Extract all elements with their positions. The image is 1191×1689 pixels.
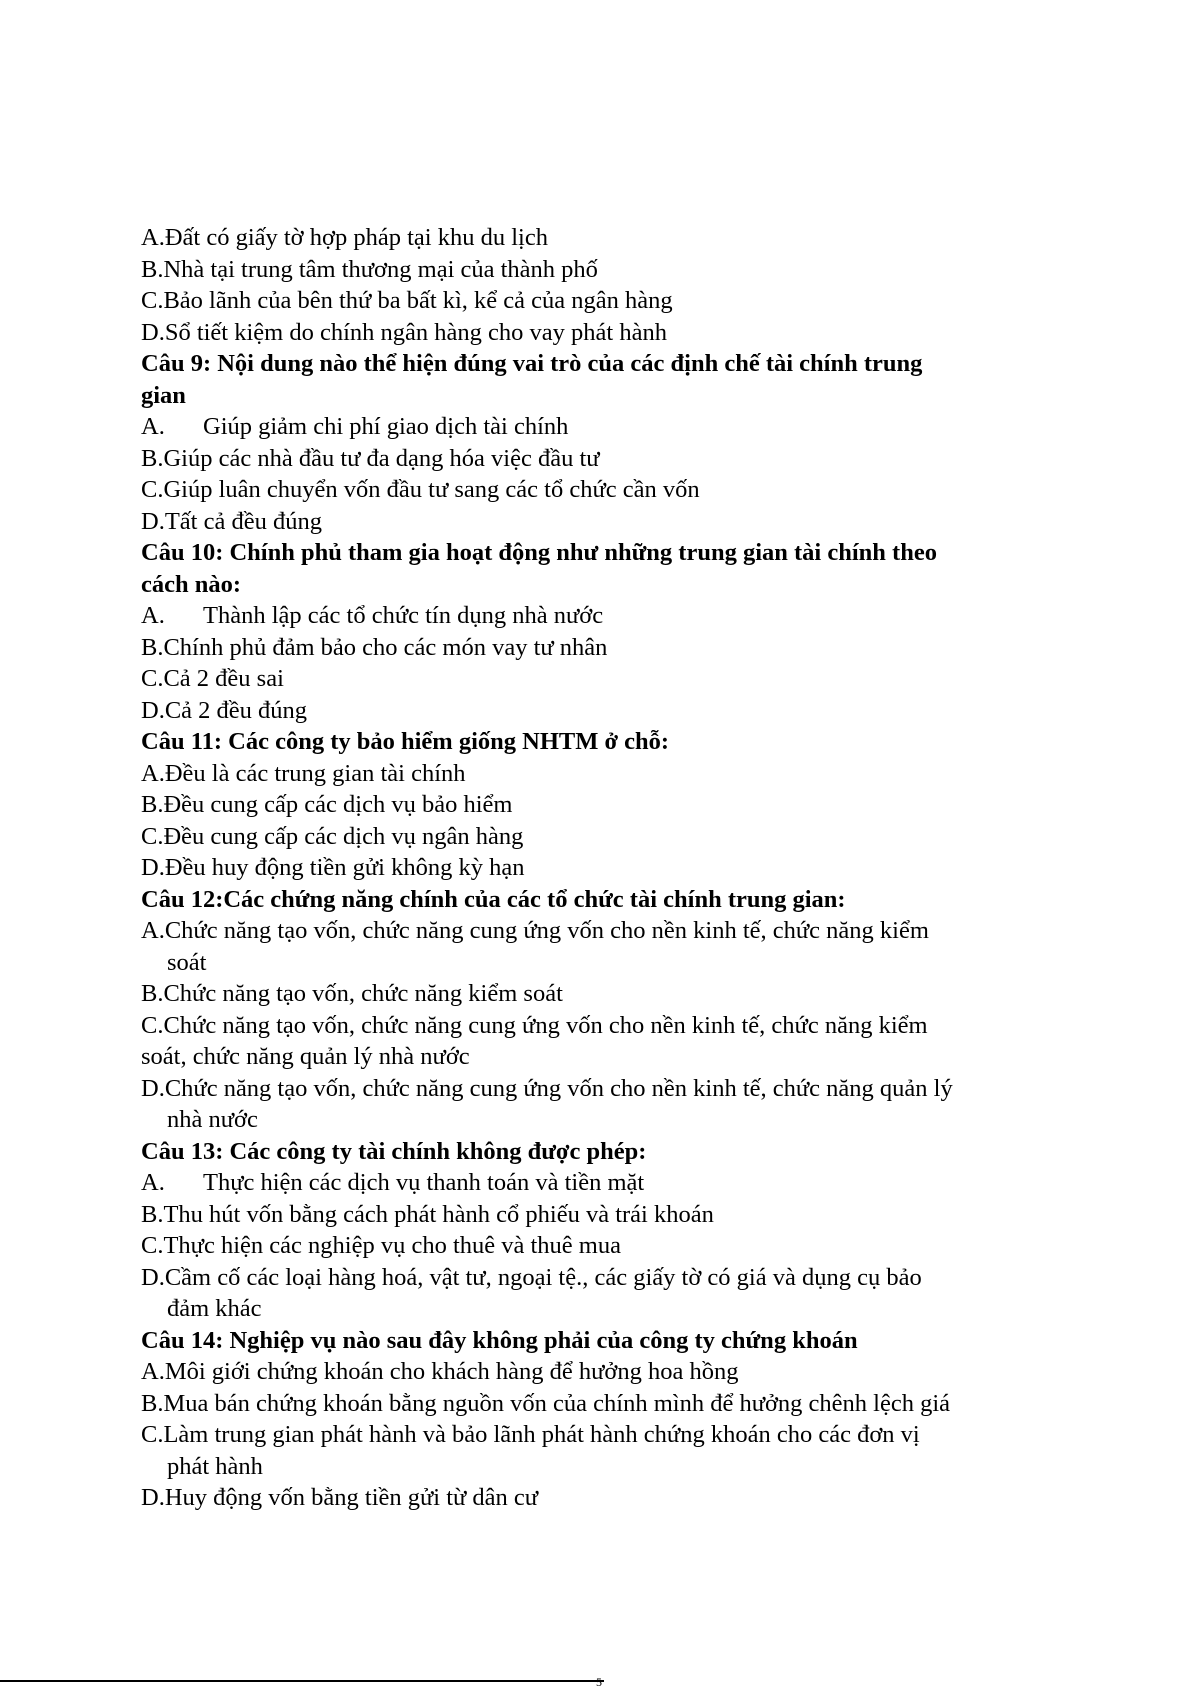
option-text: Thực hiện các dịch vụ thanh toán và tiền mặt bbox=[203, 1169, 645, 1196]
question-11-option-a: A.Đều là các trung gian tài chính bbox=[141, 759, 466, 787]
question-11-title: Câu 11: Các công ty bảo hiểm giống NHTM ở chỗ: bbox=[141, 728, 670, 755]
question-10-title-cont: cách nào: bbox=[141, 570, 242, 598]
option-text: Giúp giảm chi phí giao dịch tài chính bbox=[203, 413, 569, 440]
option-d: D.Sổ tiết kiệm do chính ngân hàng cho vay phát hành bbox=[141, 318, 667, 346]
question-13-option-d-cont: đảm khác bbox=[167, 1295, 262, 1322]
question-10-title: Câu 10: Chính phủ tham gia hoạt động như những trung gian tài chính theo bbox=[141, 539, 937, 566]
question-9-option-d: D.Tất cả đều đúng bbox=[141, 507, 322, 535]
question-9-option-c: C.Giúp luân chuyển vốn đầu tư sang các tổ chức cần vốn bbox=[141, 476, 700, 503]
question-12-option-a: A.Chức năng tạo vốn, chức năng cung ứng vốn cho nền kinh tế, chức năng kiểm bbox=[141, 917, 929, 944]
question-14-option-d: D.Huy động vốn bằng tiền gửi từ dân cư bbox=[141, 1484, 539, 1511]
question-9-option-a bbox=[141, 411, 1061, 443]
question-12-option-a-cont: soát bbox=[167, 948, 207, 976]
question-10-option-b: B.Chính phủ đảm bảo cho các món vay tư nhân bbox=[141, 633, 608, 661]
question-11-option-c: C.Đều cung cấp các dịch vụ ngân hàng bbox=[141, 822, 524, 850]
question-10-option-d: D.Cả 2 đều đúng bbox=[141, 696, 308, 724]
option-letter: A. bbox=[141, 602, 165, 629]
question-9-title: Câu 9: Nội dung nào thể hiện đúng vai trò của các định chế tài chính trung bbox=[141, 350, 923, 377]
question-9-option-b: B.Giúp các nhà đầu tư đa dạng hóa việc đầu tư bbox=[141, 444, 600, 472]
option-c: C.Bảo lãnh của bên thứ ba bất kì, kể cả của ngân hàng bbox=[141, 287, 673, 314]
option-letter: A. bbox=[141, 1169, 165, 1196]
question-12-option-c-cont: soát, chức năng quản lý nhà nước bbox=[141, 1043, 470, 1070]
footer-rule bbox=[0, 1680, 604, 1682]
option-letter: A. bbox=[141, 413, 165, 440]
question-10-option-a bbox=[141, 600, 1061, 632]
option-b: B.Nhà tại trung tâm thương mại của thành phố bbox=[141, 255, 598, 283]
question-14-option-c-cont: phát hành bbox=[167, 1452, 263, 1480]
question-13-option-c: C.Thực hiện các nghiệp vụ cho thuê và thuê mua bbox=[141, 1232, 621, 1259]
question-12-option-c: C.Chức năng tạo vốn, chức năng cung ứng vốn cho nền kinh tế, chức năng kiểm bbox=[141, 1011, 928, 1039]
question-10-option-c: C.Cả 2 đều sai bbox=[141, 665, 284, 692]
option-a: A.Đất có giấy tờ hợp pháp tại khu du lịch bbox=[141, 224, 548, 251]
question-12-title: Câu 12:Các chứng năng chính của các tổ chức tài chính trung gian: bbox=[141, 885, 846, 913]
question-14-option-c: C.Làm trung gian phát hành và bảo lãnh phát hành chứng khoán cho các đơn vị bbox=[141, 1421, 920, 1448]
question-14-title: Câu 14: Nghiệp vụ nào sau đây không phải của công ty chứng khoán bbox=[141, 1326, 858, 1354]
question-12-option-d: D.Chức năng tạo vốn, chức năng cung ứng vốn cho nền kinh tế, chức năng quản lý bbox=[141, 1074, 953, 1102]
question-13-option-d: D.Cầm cố các loại hàng hoá, vật tư, ngoại tệ., các giấy tờ có giá và dụng cụ bảo bbox=[141, 1263, 922, 1291]
question-12-option-b: B.Chức năng tạo vốn, chức năng kiểm soát bbox=[141, 980, 563, 1007]
question-9-title-cont: gian bbox=[141, 381, 186, 409]
question-13-option-b: B.Thu hút vốn bằng cách phát hành cổ phiếu và trái khoán bbox=[141, 1200, 714, 1228]
document-page bbox=[141, 222, 1061, 1514]
question-13-option-a bbox=[141, 1167, 1061, 1199]
question-13-title: Câu 13: Các công ty tài chính không được phép: bbox=[141, 1137, 647, 1165]
question-11-option-d: D.Đều huy động tiền gửi không kỳ hạn bbox=[141, 854, 525, 881]
question-14-option-a: A.Môi giới chứng khoán cho khách hàng để hưởng hoa hồng bbox=[141, 1358, 739, 1385]
question-14-option-b: B.Mua bán chứng khoán bằng nguồn vốn của chính mình để hưởng chênh lệch giá bbox=[141, 1389, 951, 1417]
page-number: 5 bbox=[596, 1675, 602, 1689]
question-11-option-b: B.Đều cung cấp các dịch vụ bảo hiểm bbox=[141, 791, 513, 818]
question-12-option-d-cont: nhà nước bbox=[167, 1106, 258, 1133]
option-text: Thành lập các tổ chức tín dụng nhà nước bbox=[203, 602, 604, 629]
